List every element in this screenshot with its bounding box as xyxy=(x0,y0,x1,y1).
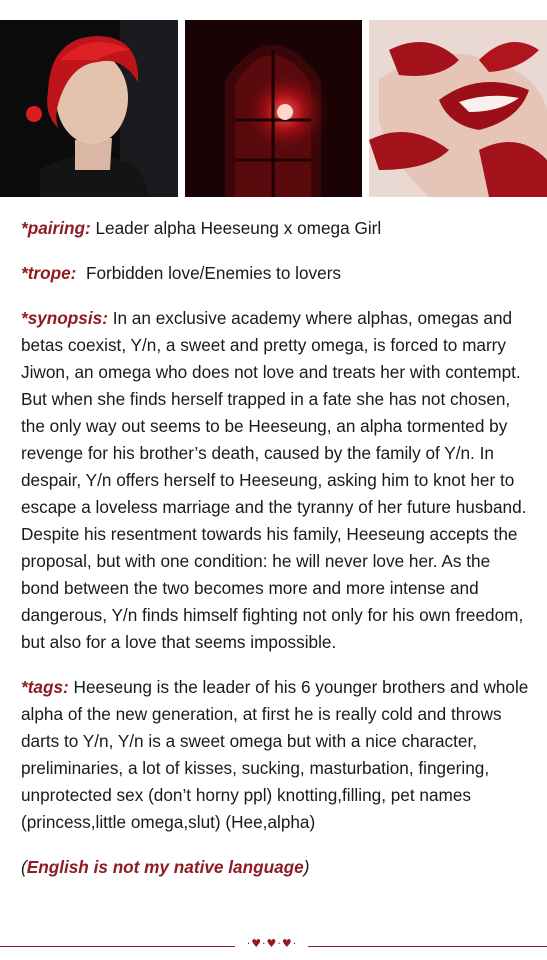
divider-line-left xyxy=(0,946,235,947)
tags-text: Heeseung is the leader of his 6 younger brothers and whole alpha of the new generation, at first he is really cold and throws darts to Y/n, Y/n is a sweet omega but with a nice character, preliminaries, a lot of kisses, sucking, masturbation, fingering, unprotected sex (don’t horny ppl) knotting,filling, pet names (princess,little omega,slut) (Hee,alpha) xyxy=(21,677,529,832)
note-open-paren: ( xyxy=(21,857,27,877)
hearts-ornament-icon: ·♥·♥·♥· xyxy=(246,937,298,950)
pairing-line xyxy=(21,215,529,242)
tags-paragraph xyxy=(21,674,529,836)
tags-label: *tags: xyxy=(21,677,69,697)
header-image-window[interactable] xyxy=(185,20,362,197)
header-image-portrait[interactable] xyxy=(0,20,178,197)
pairing-label: *pairing: xyxy=(21,218,91,238)
synopsis-paragraph xyxy=(21,305,529,656)
heart-divider xyxy=(0,937,547,960)
note-close-paren: ) xyxy=(303,857,310,877)
pairing-text: Leader alpha Heeseung x omega Girl xyxy=(90,218,382,238)
note-text: English is not my native language xyxy=(26,857,304,877)
post-content xyxy=(21,215,529,898)
synopsis-label: *synopsis: xyxy=(21,308,108,328)
synopsis-text: In an exclusive academy where alphas, omegas and betas coexist, Y/n, a sweet and pretty omega, is forced to marry Jiwon, an omega who does not love and treats her with contempt. But when she finds herself trapped in a fate she has not chosen, the only way out seems to be Heeseung, an alpha tormented by revenge for his brother’s death, caused by the family of Y/n. In despair, Y/n offers herself to Heeseung, asking him to knot her to escape a loveless marriage and the tyranny of her future husband. Despite his resentment towards his family, Heeseung accepts the proposal, but with one condition: he will never love her. As the bond between the two becomes more and more intense and dangerous, Y/n finds himself fighting not only for his own freedom, but also for a love that seems impossible. xyxy=(21,308,527,652)
header-image-strip xyxy=(0,20,547,197)
trope-text: Forbidden love/Enemies to lovers xyxy=(76,263,342,283)
divider-line-right xyxy=(308,946,547,947)
trope-label: *trope: xyxy=(21,263,77,283)
language-note xyxy=(21,854,529,881)
trope-line xyxy=(21,260,529,287)
header-image-lips[interactable] xyxy=(369,20,547,197)
